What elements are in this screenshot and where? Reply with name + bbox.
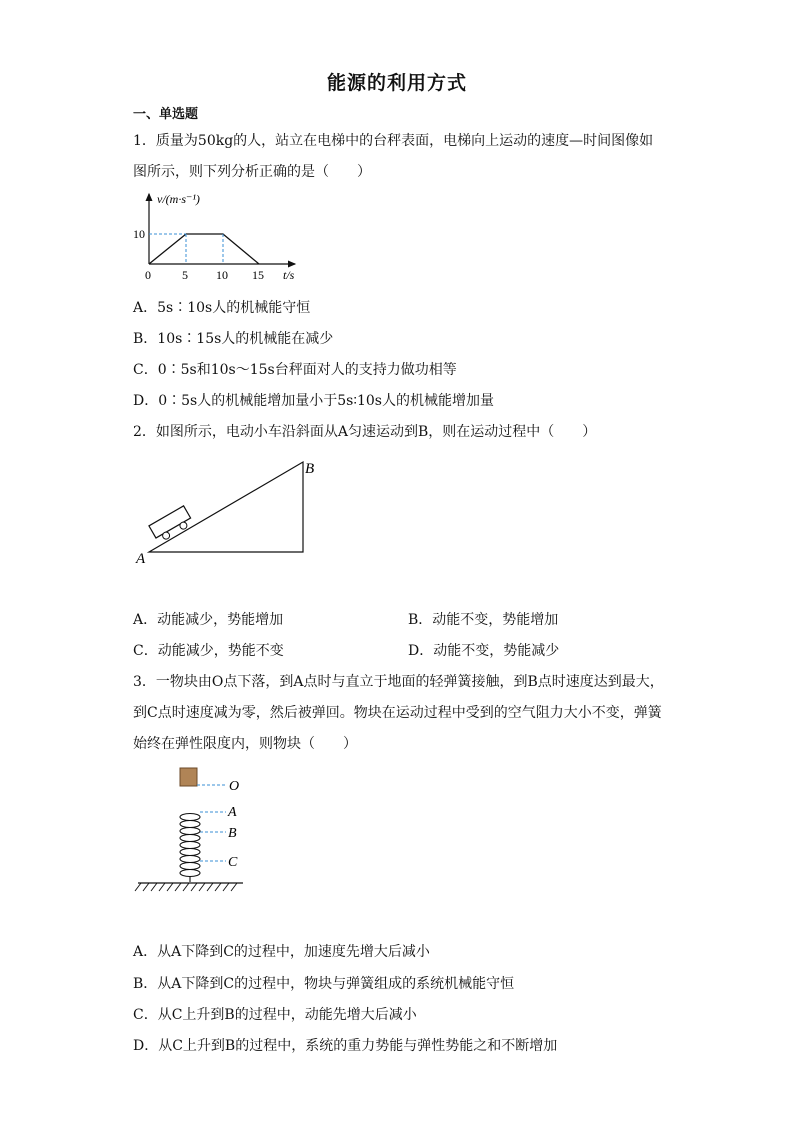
point-a-label: A	[228, 805, 237, 820]
point-o-label: O	[229, 779, 240, 794]
page-title: 能源的利用方式	[326, 72, 467, 94]
q3-stem-line1: 3．一物块由O点下落，到A点时与直立于地面的轻弹簧接触，到B点时速度达到最大，	[133, 674, 664, 690]
q3-option-d: D．从C上升到B的过程中，系统的重力势能与弹性势能之和不断增加	[133, 1038, 558, 1054]
y-tick-label: 10	[133, 227, 145, 241]
q1-stem-line1: 1．质量为50kg的人，站立在电梯中的台秤表面，电梯向上运动的速度—时间图像如	[133, 133, 654, 149]
incline-triangle	[149, 462, 303, 552]
q1-velocity-time-graph	[135, 190, 310, 285]
q3-spring-figure	[133, 760, 283, 900]
point-c-label: C	[228, 855, 238, 870]
q2-incline-figure	[133, 455, 333, 570]
q3-option-c: C．从C上升到B的过程中，动能先增大后减小	[133, 1007, 417, 1023]
x-tick-label: 15	[252, 268, 264, 282]
point-a-label: A	[136, 551, 146, 567]
q3-stem-line3: 始终在弹性限度内，则物块（ ）	[133, 736, 357, 752]
q2-stem: 2．如图所示，电动小车沿斜面从A匀速运动到B，则在运动过程中（ ）	[133, 424, 597, 440]
q1-option-b: B．10s∶15s人的机械能在减少	[133, 331, 334, 347]
q1-stem-line2: 图所示，则下列分析正确的是（ ）	[133, 164, 371, 180]
x-axis-label: t/s	[283, 268, 295, 282]
point-b-label: B	[305, 461, 315, 477]
q2-option-a: A．动能减少，势能增加	[133, 612, 284, 628]
q2-option-c: C．动能减少，势能不变	[133, 643, 284, 659]
q2-option-d: D．动能不变，势能减少	[408, 643, 560, 659]
x-tick-label: 0	[145, 268, 151, 282]
q3-option-b: B．从A下降到C的过程中，物块与弹簧组成的系统机械能守恒	[133, 976, 515, 992]
q1-option-d: D．0∶5s人的机械能增加量小于5s∶10s人的机械能增加量	[133, 393, 494, 409]
section-heading: 一、单选题	[133, 107, 199, 122]
velocity-curve	[149, 234, 259, 264]
q1-option-c: C．0∶5s和10s～15s台秤面对人的支持力做功相等	[133, 362, 457, 378]
q3-option-a: A．从A下降到C的过程中，加速度先增大后减小	[133, 944, 430, 960]
y-axis-label: v/(m·s⁻¹)	[157, 192, 200, 206]
x-tick-label: 5	[182, 268, 188, 282]
q1-option-a: A．5s∶10s人的机械能守恒	[133, 300, 311, 316]
electric-cart	[149, 506, 194, 544]
ground-hatching	[135, 883, 237, 891]
q3-stem-line2: 到C点时速度减为零，然后被弹回。物块在运动过程中受到的空气阻力大小不变，弹簧	[133, 705, 662, 721]
falling-block	[180, 768, 197, 786]
q2-option-b: B．动能不变，势能增加	[408, 612, 559, 628]
spring	[180, 814, 200, 883]
x-tick-label: 10	[216, 268, 228, 282]
point-b-label: B	[228, 826, 237, 841]
